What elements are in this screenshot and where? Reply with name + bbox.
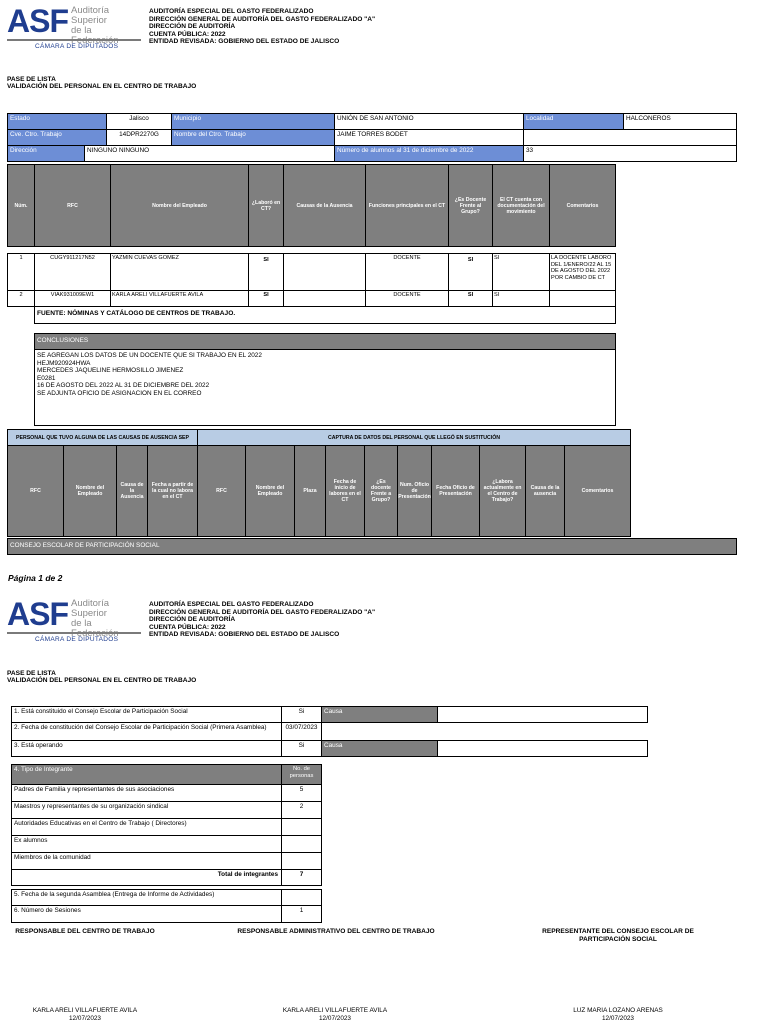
causa-value — [437, 706, 648, 723]
consejo-row-value — [281, 889, 322, 906]
tipo-integrante-label: Miembros de la comunidad — [11, 852, 282, 870]
col-header-fecha-inicio: Fecha de inicio de labores en el CT — [325, 445, 365, 537]
signature-name: LUZ MARIA LOZANO ARENAS — [573, 1007, 663, 1014]
title-line: PASE DE LISTA — [7, 670, 56, 677]
col-header-num: Núm. — [7, 164, 35, 247]
col-header-rfc: RFC — [7, 445, 64, 537]
header-line: ENTIDAD REVISADA: GOBIERNO DEL ESTADO DE JALISCO — [149, 631, 340, 639]
table-cell-rfc: VIAK931009EW1 — [34, 290, 111, 307]
estado-label: Estado — [7, 113, 107, 130]
causa-value — [437, 740, 648, 757]
signature-title: RESPONSABLE DEL CENTRO DE TRABAJO — [15, 928, 155, 935]
col-header-comentarios: Comentarios — [549, 164, 616, 247]
tipo-integrante-label: Padres de Familia y representantes de sus asociaciones — [11, 784, 282, 802]
col-header-causas: Causas de la Ausencia — [283, 164, 366, 247]
col-header-oficio: Num. Oficio de Presentación — [397, 445, 432, 537]
tipo-integrante-value: 5 — [281, 784, 322, 802]
alumnos-label: Número de alumnos al 31 de diciembre de 2022 — [334, 145, 524, 162]
table-cell-funciones: DOCENTE — [365, 253, 449, 291]
header-line: AUDITORÍA ESPECIAL DEL GASTO FEDERALIZADO — [149, 601, 314, 608]
conclusion-line: HEJM920924HWA — [37, 359, 91, 367]
table-cell-laboro: SI — [248, 290, 284, 307]
nombre-ct-label: Nombre del Ctro. Trabajo — [171, 129, 335, 146]
col-header-rfc-sustituto: RFC — [197, 445, 246, 537]
cct-value: 14DPR2270G — [106, 129, 172, 146]
signature-block — [255, 1007, 415, 1022]
col-header-laboro: ¿Laboró en CT? — [248, 164, 284, 247]
title-line: VALIDACIÓN DEL PERSONAL EN EL CENTRO DE TRABAJO — [7, 83, 197, 90]
table-cell-documentacion: SI — [492, 290, 550, 307]
signature-title: REPRESENTANTE DEL CONSEJO ESCOLAR DE PARTICIPACIÓN SOCIAL — [542, 928, 694, 943]
signature-block — [540, 1007, 696, 1022]
tipo-integrante-value — [281, 818, 322, 836]
signature-date: 12/07/2023 — [602, 1014, 634, 1022]
logo-acronym: ASF — [7, 3, 68, 39]
header-line: DIRECCIÓN GENERAL DE AUDITORÍA DEL GASTO FEDERALIZADO "A" — [149, 15, 376, 23]
title-line: PASE DE LISTA — [7, 76, 56, 83]
col-header-labora: ¿Labora actualmente en el Centro de Trabajo? — [479, 445, 526, 537]
tipo-integrante-label: Autoridades Educativas en el Centro de Trabajo ( Directores) — [11, 818, 282, 836]
table-cell-funciones: DOCENTE — [365, 290, 449, 307]
alumnos-value: 33 — [523, 145, 737, 162]
table-cell-comentarios: LA DOCENTE LABORO DEL 1/ENERO/22 AL 15 DE AGOSTO DEL 2022 POR CAMBIO DE CT — [549, 253, 616, 291]
table-cell-rfc: CUGY911217N52 — [34, 253, 111, 291]
tipo-integrante-header: 4. Tipo de Integrante — [11, 764, 282, 785]
consejo-row-value: Si — [281, 740, 322, 757]
col-header-fecha-baja: Fecha a partir de la cual no labora en el CT — [147, 445, 198, 537]
col-header-comentarios: Comentarios — [564, 445, 631, 537]
num-personas-header: No. de personas — [281, 764, 322, 785]
conclusion-line: MERCEDES JAQUELINE HERMOSILLO JIMENEZ — [37, 367, 184, 374]
header-line: ENTIDAD REVISADA: GOBIERNO DEL ESTADO DE JALISCO — [149, 38, 340, 46]
signature-date: 12/07/2023 — [319, 1014, 351, 1022]
col-header-plaza: Plaza — [294, 445, 326, 537]
logo-acronym: ASF — [7, 596, 68, 632]
consejo-row-value: Si — [281, 706, 322, 723]
nombre-ct-value: JAIME TORRES BODET — [334, 129, 524, 146]
consejo-row-label: 1. Está constituido el Consejo Escolar de Participación Social — [11, 706, 282, 723]
logo-line1: Auditoría — [71, 5, 110, 16]
signature-date: 12/07/2023 — [69, 1014, 101, 1022]
page-title — [7, 670, 196, 684]
header-line: DIRECCIÓN GENERAL DE AUDITORÍA DEL GASTO FEDERALIZADO "A" — [149, 608, 376, 616]
page-number: Página 1 de 2 — [8, 573, 63, 583]
title-line: VALIDACIÓN DEL PERSONAL EN EL CENTRO DE TRABAJO — [7, 677, 197, 684]
header-line: DIRECCIÓN DE AUDITORÍA — [149, 23, 236, 31]
empty-cell — [523, 129, 737, 146]
asf-logo — [7, 5, 141, 53]
header-line: AUDITORÍA ESPECIAL DEL GASTO FEDERALIZADO — [149, 8, 314, 15]
conclusion-line: SE AGREGAN LOS DATOS DE UN DOCENTE QUE SI TRABAJO EN EL 2022 — [37, 352, 262, 359]
logo-line1: Auditoría — [71, 598, 110, 609]
col-header-docente: ¿Es Docente Frente al Grupo? — [448, 164, 493, 247]
table-cell-nombre: KARLA ARELI VILLAFUERTE AVILA — [110, 290, 249, 307]
localidad-label: Localidad — [523, 113, 624, 130]
consejo-row-label: 3. Está operando — [11, 740, 282, 757]
table-cell-docente: SI — [448, 253, 493, 291]
logo-divider — [7, 632, 141, 634]
asf-logo — [7, 598, 141, 646]
total-label: Total de integrantes — [11, 869, 282, 886]
logo-line3: de la — [71, 25, 92, 36]
col-header-nombre: Nombre del Empleado — [63, 445, 117, 537]
municipio-label: Municipio — [171, 113, 335, 130]
consejo-row-value: 1 — [281, 905, 322, 923]
col-header-fecha-oficio: Fecha Oficio de Presentación — [431, 445, 480, 537]
table-cell-causas — [283, 253, 366, 291]
signature-name: KARLA ARELI VILLAFUERTE AVILA — [32, 1007, 138, 1014]
table-cell-causas — [283, 290, 366, 307]
col-header-nombre: Nombre del Empleado — [110, 164, 249, 247]
direccion-label: Dirección — [7, 145, 85, 162]
total-value: 7 — [281, 869, 322, 886]
header-line: CUENTA PÚBLICA: 2022 — [149, 30, 226, 38]
logo-line2: Superior — [71, 15, 107, 26]
page-title — [7, 76, 196, 90]
tipo-integrante-value — [281, 835, 322, 853]
estado-value: Jalisco — [106, 113, 172, 130]
localidad-value: HALCONEROS — [623, 113, 737, 130]
signature-block — [10, 1007, 160, 1022]
document-header — [149, 8, 375, 46]
table-cell-num: 2 — [7, 290, 35, 307]
conclusion-line: SE ADJUNTA OFICIO DE ASIGNACION EN EL CORREO — [37, 389, 202, 397]
table-cell-laboro: SI — [248, 253, 284, 291]
signature-name: KARLA ARELI VILLAFUERTE AVILA — [282, 1007, 388, 1014]
municipio-value: UNIÓN DE SAN ANTONIO — [334, 113, 524, 130]
causa-label: Causa — [321, 740, 438, 757]
consejo-row-label: 5. Fecha de la segunda Asamblea (Entrega de Informe de Actividades) — [11, 889, 282, 906]
tipo-integrante-label: Maestros y representantes de su organización sindical — [11, 801, 282, 819]
table-cell-docente: SI — [448, 290, 493, 307]
conclusiones-box — [34, 349, 616, 426]
col-header-rfc: RFC — [34, 164, 111, 247]
ausencia-title: PERSONAL QUE TUVO ALGUNA DE LAS CAUSAS DE AUSENCIA SEP — [7, 429, 198, 446]
causa-label: Causa — [321, 706, 438, 723]
consejo-bar: CONSEJO ESCOLAR DE PARTICIPACIÓN SOCIAL — [7, 538, 737, 555]
logo-line2: Superior — [71, 608, 107, 619]
table-cell-nombre: YAZMIN CUEVAS GOMEZ — [110, 253, 249, 291]
col-header-nombre-sustituto: Nombre del Empleado — [245, 445, 295, 537]
signature-title: RESPONSABLE ADMINISTRATIVO DEL CENTRO DE TRABAJO — [237, 928, 435, 935]
logo-line3: de la — [71, 618, 92, 629]
document-header — [149, 601, 375, 639]
col-header-es-docente: ¿Es docente Frente a Grupo? — [364, 445, 398, 537]
logo-divider — [7, 39, 141, 41]
col-header-documentacion: El CT cuenta con documentación del movimiento — [492, 164, 550, 247]
table-cell-documentacion: SI — [492, 253, 550, 291]
table-cell-num: 1 — [7, 253, 35, 291]
conclusiones-label: CONCLUSIONES — [34, 333, 616, 350]
col-header-causa: Causa de la Ausencia — [116, 445, 148, 537]
header-line: DIRECCIÓN DE AUDITORÍA — [149, 616, 236, 624]
tipo-integrante-value: 2 — [281, 801, 322, 819]
consejo-row-value: 03/07/2023 — [281, 722, 322, 741]
conclusion-line: E0281 — [37, 374, 56, 382]
header-line: CUENTA PÚBLICA: 2022 — [149, 623, 226, 631]
logo-camara: CÁMARA DE DIPUTADOS — [35, 636, 119, 643]
logo-camara: CÁMARA DE DIPUTADOS — [35, 43, 119, 50]
col-header-funciones: Funciones principales en el CT — [365, 164, 449, 247]
consejo-row-label: 6. Número de Sesiones — [11, 905, 282, 923]
col-header-causa-ausencia: Causa de la ausencia — [525, 445, 565, 537]
sustitucion-title: CAPTURA DE DATOS DEL PERSONAL QUE LLEGÓ EN SUSTITUCIÓN — [197, 429, 631, 446]
direccion-value: NINGUNO NINGUNO — [84, 145, 335, 162]
consejo-row-label: 2. Fecha de constitución del Consejo Escolar de Participación Social (Primera Asamblea) — [11, 722, 282, 741]
tipo-integrante-label: Ex alumnos — [11, 835, 282, 853]
tipo-integrante-value — [281, 852, 322, 870]
conclusion-line: 16 DE AGOSTO DEL 2022 AL 31 DE DICIEMBRE DEL 2022 — [37, 382, 210, 389]
cct-label: Cve. Ctro. Trabajo — [7, 129, 107, 146]
table-cell-comentarios — [549, 290, 616, 307]
fuente-note: FUENTE: NÓMINAS Y CATÁLOGO DE CENTROS DE TRABAJO. — [34, 306, 616, 324]
